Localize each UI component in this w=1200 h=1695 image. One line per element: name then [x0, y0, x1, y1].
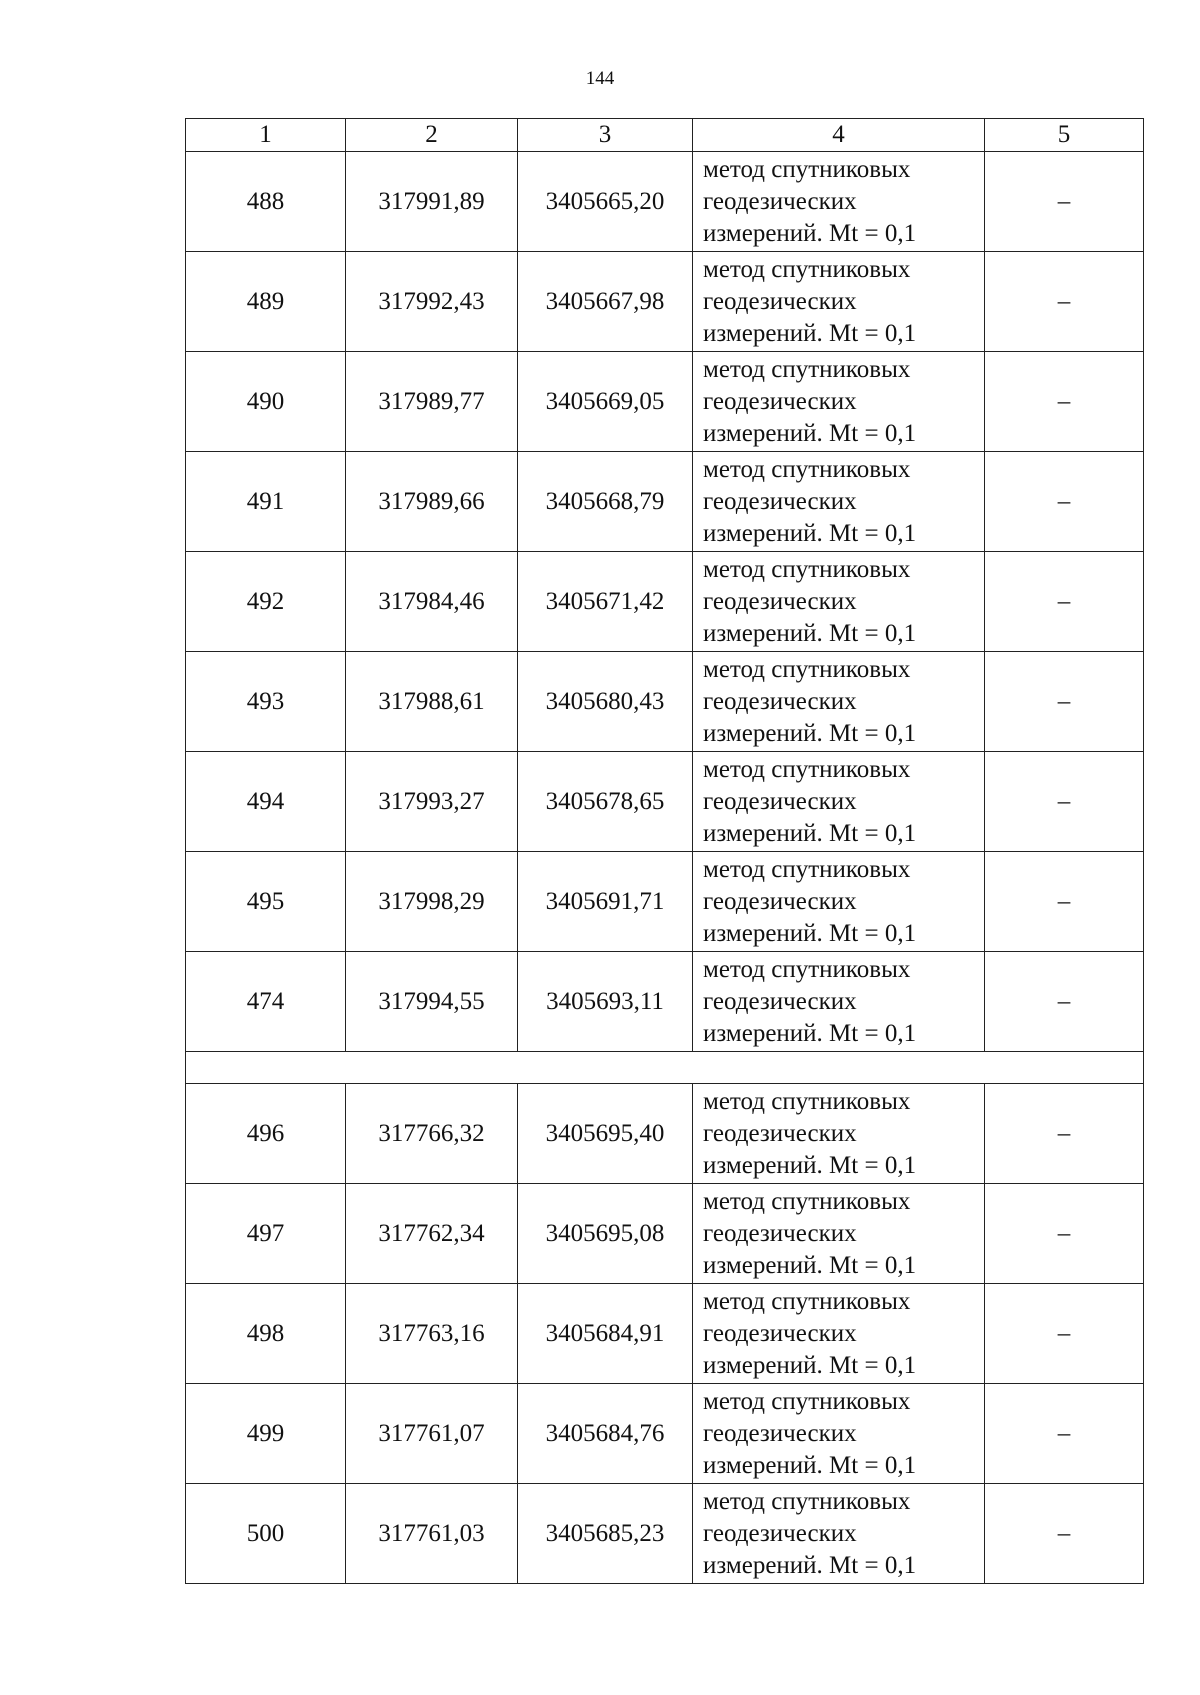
point-number-cell: 497: [186, 1184, 346, 1284]
note-cell: –: [985, 452, 1144, 552]
y-coordinate-cell: 3405695,40: [518, 1084, 693, 1184]
note-cell: –: [985, 1284, 1144, 1384]
column-header-3: 3: [518, 119, 693, 152]
y-coordinate-cell: 3405693,11: [518, 952, 693, 1052]
method-text-line: метод спутниковых: [703, 755, 911, 783]
method-text-line: метод спутниковых: [703, 155, 911, 183]
table-row: [186, 1284, 1144, 1384]
x-coordinate-cell: 317989,66: [346, 452, 518, 552]
point-number-cell: 493: [186, 652, 346, 752]
method-cell: [693, 752, 985, 852]
method-text-line: метод спутниковых: [703, 1487, 911, 1515]
method-text-line: метод спутниковых: [703, 1387, 911, 1415]
method-text-line: измерений. Mt = 0,1: [703, 919, 917, 947]
y-coordinate-cell: 3405684,76: [518, 1384, 693, 1484]
y-coordinate-cell: 3405665,20: [518, 152, 693, 252]
method-text-line: измерений. Mt = 0,1: [703, 719, 917, 747]
method-text-line: метод спутниковых: [703, 555, 911, 583]
method-text-line: метод спутниковых: [703, 1187, 911, 1215]
x-coordinate-cell: 317761,03: [346, 1484, 518, 1584]
note-cell: –: [985, 1384, 1144, 1484]
note-cell: –: [985, 552, 1144, 652]
column-header-5: 5: [985, 119, 1144, 152]
column-header-2: 2: [346, 119, 518, 152]
x-coordinate-cell: 317998,29: [346, 852, 518, 952]
point-number-cell: 489: [186, 252, 346, 352]
table-row: [186, 652, 1144, 752]
table-row: [186, 752, 1144, 852]
note-cell: –: [985, 952, 1144, 1052]
x-coordinate-cell: 317761,07: [346, 1384, 518, 1484]
method-text-line: метод спутниковых: [703, 355, 911, 383]
y-coordinate-cell: 3405685,23: [518, 1484, 693, 1584]
table-row: [186, 352, 1144, 452]
method-text-line: геодезических: [703, 1319, 857, 1347]
method-text-line: геодезических: [703, 187, 857, 215]
method-text-line: метод спутниковых: [703, 1287, 911, 1315]
method-cell: [693, 1184, 985, 1284]
table-row: [186, 552, 1144, 652]
note-cell: –: [985, 652, 1144, 752]
method-text-line: геодезических: [703, 987, 857, 1015]
y-coordinate-cell: 3405667,98: [518, 252, 693, 352]
point-number-cell: 474: [186, 952, 346, 1052]
method-text-line: геодезических: [703, 1119, 857, 1147]
method-cell: [693, 852, 985, 952]
method-cell: [693, 152, 985, 252]
method-cell: [693, 1084, 985, 1184]
method-text-line: метод спутниковых: [703, 255, 911, 283]
method-text-line: геодезических: [703, 487, 857, 515]
method-text-line: геодезических: [703, 287, 857, 315]
coordinates-table: [185, 118, 1144, 1584]
note-cell: –: [985, 152, 1144, 252]
note-cell: –: [985, 352, 1144, 452]
y-coordinate-cell: 3405680,43: [518, 652, 693, 752]
point-number-cell: 500: [186, 1484, 346, 1584]
note-cell: –: [985, 1484, 1144, 1584]
method-cell: [693, 1484, 985, 1584]
method-text-line: геодезических: [703, 587, 857, 615]
point-number-cell: 492: [186, 552, 346, 652]
method-cell: [693, 652, 985, 752]
x-coordinate-cell: 317984,46: [346, 552, 518, 652]
page-number: 144: [585, 68, 615, 89]
method-text-line: измерений. Mt = 0,1: [703, 1151, 917, 1179]
method-text-line: метод спутниковых: [703, 655, 911, 683]
point-number-cell: 491: [186, 452, 346, 552]
point-number-cell: 494: [186, 752, 346, 852]
method-cell: [693, 452, 985, 552]
method-cell: [693, 252, 985, 352]
method-text-line: геодезических: [703, 1519, 857, 1547]
x-coordinate-cell: 317992,43: [346, 252, 518, 352]
point-number-cell: 496: [186, 1084, 346, 1184]
y-coordinate-cell: 3405684,91: [518, 1284, 693, 1384]
y-coordinate-cell: 3405671,42: [518, 552, 693, 652]
header-row: [186, 119, 1144, 152]
table-row: [186, 852, 1144, 952]
method-cell: [693, 552, 985, 652]
point-number-cell: 495: [186, 852, 346, 952]
x-coordinate-cell: 317988,61: [346, 652, 518, 752]
table-row: [186, 1184, 1144, 1284]
x-coordinate-cell: 317994,55: [346, 952, 518, 1052]
method-cell: [693, 1284, 985, 1384]
note-cell: –: [985, 852, 1144, 952]
method-text-line: геодезических: [703, 1419, 857, 1447]
table-row: [186, 1384, 1144, 1484]
y-coordinate-cell: 3405669,05: [518, 352, 693, 452]
method-text-line: измерений. Mt = 0,1: [703, 1251, 917, 1279]
method-text-line: метод спутниковых: [703, 1087, 911, 1115]
x-coordinate-cell: 317989,77: [346, 352, 518, 452]
y-coordinate-cell: 3405695,08: [518, 1184, 693, 1284]
column-header-1: 1: [186, 119, 346, 152]
x-coordinate-cell: 317762,34: [346, 1184, 518, 1284]
point-number-cell: 490: [186, 352, 346, 452]
table-row: [186, 252, 1144, 352]
separator-cell: [186, 1052, 1144, 1084]
note-cell: –: [985, 1184, 1144, 1284]
method-text-line: геодезических: [703, 1219, 857, 1247]
table-row: [186, 452, 1144, 552]
x-coordinate-cell: 317763,16: [346, 1284, 518, 1384]
method-text-line: геодезических: [703, 387, 857, 415]
method-text-line: геодезических: [703, 887, 857, 915]
separator-row: [186, 1052, 1144, 1084]
y-coordinate-cell: 3405668,79: [518, 452, 693, 552]
point-number-cell: 498: [186, 1284, 346, 1384]
column-header-4: 4: [693, 119, 985, 152]
table-row: [186, 952, 1144, 1052]
method-text-line: измерений. Mt = 0,1: [703, 819, 917, 847]
table-body: [186, 119, 1144, 1584]
method-text-line: измерений. Mt = 0,1: [703, 1451, 917, 1479]
method-text-line: метод спутниковых: [703, 855, 911, 883]
note-cell: –: [985, 1084, 1144, 1184]
method-text-line: измерений. Mt = 0,1: [703, 1019, 917, 1047]
method-text-line: измерений. Mt = 0,1: [703, 1551, 917, 1579]
x-coordinate-cell: 317991,89: [346, 152, 518, 252]
method-text-line: геодезических: [703, 687, 857, 715]
method-text-line: измерений. Mt = 0,1: [703, 419, 917, 447]
note-cell: –: [985, 752, 1144, 852]
table-row: [186, 1484, 1144, 1584]
x-coordinate-cell: 317993,27: [346, 752, 518, 852]
y-coordinate-cell: 3405678,65: [518, 752, 693, 852]
method-cell: [693, 952, 985, 1052]
method-text-line: измерений. Mt = 0,1: [703, 519, 917, 547]
method-text-line: измерений. Mt = 0,1: [703, 319, 917, 347]
method-text-line: геодезических: [703, 787, 857, 815]
point-number-cell: 488: [186, 152, 346, 252]
method-cell: [693, 1384, 985, 1484]
note-cell: –: [985, 252, 1144, 352]
method-text-line: метод спутниковых: [703, 455, 911, 483]
x-coordinate-cell: 317766,32: [346, 1084, 518, 1184]
method-text-line: измерений. Mt = 0,1: [703, 219, 917, 247]
method-cell: [693, 352, 985, 452]
table-row: [186, 152, 1144, 252]
method-text-line: измерений. Mt = 0,1: [703, 619, 917, 647]
point-number-cell: 499: [186, 1384, 346, 1484]
y-coordinate-cell: 3405691,71: [518, 852, 693, 952]
method-text-line: метод спутниковых: [703, 955, 911, 983]
table-row: [186, 1084, 1144, 1184]
method-text-line: измерений. Mt = 0,1: [703, 1351, 917, 1379]
